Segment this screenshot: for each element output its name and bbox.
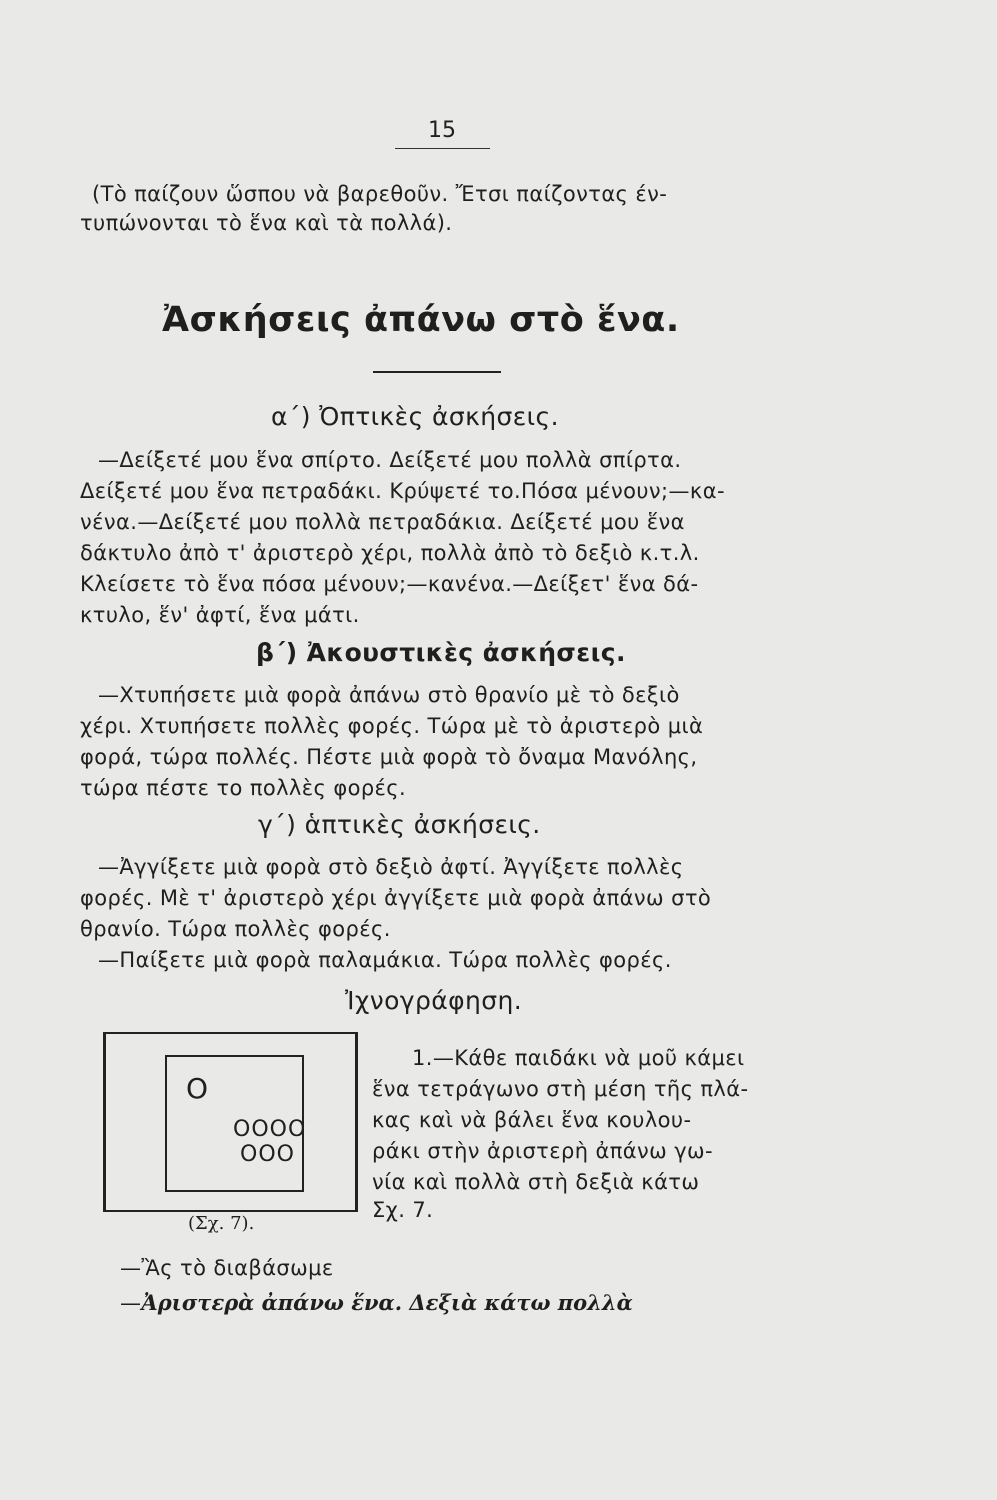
figure-border-left (103, 1032, 106, 1212)
paragraph-line: Κλείσετε τὸ ἕνα πόσα μένουν;—κανένα.—Δείξετ' ἕνα δά- (80, 572, 699, 596)
page-title: Ἀσκήσεις ἀπάνω στὸ ἕνα. (162, 300, 680, 340)
figure-single-ring: O (186, 1072, 209, 1105)
section-heading-optical: α΄) Ὀπτικὲς ἀσκήσεις. (271, 402, 559, 431)
paragraph-line: φορά, τώρα πολλές. Πέστε μιὰ φορὰ τὸ ὄναμα Μανόλης, (80, 745, 698, 769)
paragraph-line: Δείξετέ μου ἕνα πετραδάκι. Κρύψετέ το.Πόσα μένουν;—κα- (80, 479, 725, 503)
section-heading-acoustic: β΄) Ἀκουστικὲς ἀσκήσεις. (256, 638, 626, 667)
closing-handwriting-line (120, 1290, 633, 1315)
paragraph-line: θρανίο. Τώρα πολλὲς φορές. (80, 917, 391, 941)
paragraph-line: —Ἀγγίξετε μιὰ φορὰ στὸ δεξιὸ ἀφτί. Ἀγγίξετε πολλὲς (98, 855, 684, 879)
intro-line: (Τὸ παίζουν ὥσπου νὰ βαρεθοῦν. Ἔτσι παίζοντας έν- (92, 182, 668, 206)
section-heading-drawing: Ἰχνογράφηση. (345, 986, 523, 1015)
paragraph-line: κτυλο, ἕν' ἀφτί, ἕνα μάτι. (80, 603, 360, 627)
paragraph-line: νία καὶ πολλὰ στὴ δεξιὰ κάτω (372, 1170, 700, 1194)
paragraph-line: —Χτυπήσετε μιὰ φορὰ ἀπάνω στὸ θρανίο μὲ τὸ δεξιὸ (98, 683, 680, 707)
paragraph-line: Σχ. 7. (372, 1198, 434, 1222)
figure-border-top (103, 1032, 358, 1034)
paragraph-line: —Δείξετέ μου ἕνα σπίρτο. Δείξετέ μου πολλὰ σπίρτα. (98, 448, 682, 472)
figure-border-right (355, 1032, 358, 1212)
intro-line: τυπώνονται τὸ ἕνα καὶ τὰ πολλά). (80, 211, 453, 235)
paragraph-line: χέρι. Χτυπήσετε πολλὲς φορές. Τώρα μὲ τὸ ἀριστερὸ μιὰ (80, 714, 704, 738)
figure-rings-row: OOO (240, 1142, 295, 1167)
paragraph-line: 1.—Κάθε παιδάκι νὰ μοῦ κάμει (412, 1046, 745, 1070)
title-divider (373, 371, 501, 373)
figure-rings-row: OOOO (233, 1117, 307, 1142)
paragraph-line: —Παίξετε μιὰ φορὰ παλαμάκια. Τώρα πολλὲς φορές. (98, 948, 672, 972)
paragraph-line: δάκτυλο ἀπὸ τ' ἀριστερὸ χέρι, πολλὰ ἀπὸ τὸ δεξιὸ κ.τ.λ. (80, 541, 700, 565)
paragraph-line: ἕνα τετράγωνο στὴ μέση τῆς πλά- (372, 1077, 749, 1101)
handwritten-sentence: Ἀριστερὰ ἀπάνω ἕνα. Δεξιὰ κάτω πολλὰ (141, 1290, 633, 1315)
paragraph-line: κας καὶ νὰ βάλει ἕνα κουλου- (372, 1108, 692, 1132)
closing-line: —Ἂς τὸ διαβάσωμε (120, 1256, 334, 1280)
figure-caption: (Σχ. 7). (188, 1213, 255, 1234)
dash: — (120, 1291, 142, 1315)
page-number: 15 (428, 118, 456, 143)
paragraph-line: τώρα πέστε το πολλὲς φορές. (80, 776, 407, 800)
page-number-rule (395, 148, 490, 149)
paragraph-line: ράκι στὴν ἀριστερὴ ἀπάνω γω- (372, 1139, 714, 1163)
paragraph-line: νένα.—Δείξετέ μου πολλὰ πετραδάκια. Δείξετέ μου ἕνα (80, 510, 685, 534)
section-heading-tactile: γ΄) ἁπτικὲς ἀσκήσεις. (258, 810, 541, 839)
figure-border-bottom (103, 1210, 358, 1212)
paragraph-line: φορές. Μὲ τ' ἀριστερὸ χέρι ἀγγίξετε μιὰ φορὰ ἀπάνω στὸ (80, 886, 712, 910)
